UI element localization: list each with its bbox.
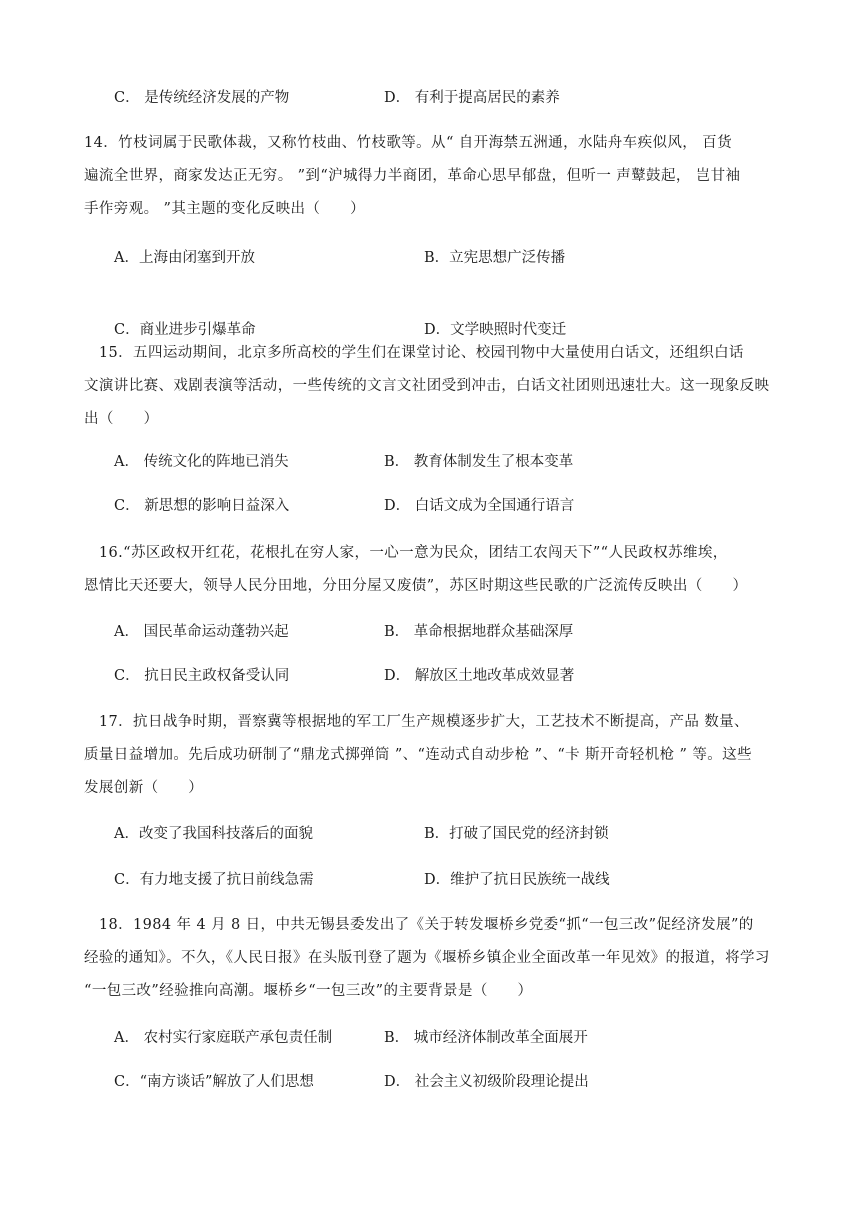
question-line: “一包三改”经验推向高潮。堰桥乡“一包三改”的主要背景是（ ） xyxy=(84,983,533,999)
answer-option: C．“南方谈话”解放了人们思想 xyxy=(114,1074,314,1090)
options-row xyxy=(114,822,774,846)
question-line: 文演讲比赛、戏剧表演等活动，一些传统的文言文社团受到冲击，白话文社团则迅速壮大。这一现象反映 xyxy=(84,378,770,394)
answer-option: D． 解放区土地改革成效显著 xyxy=(384,668,575,684)
answer-option: B．打破了国民党的经济封锁 xyxy=(424,826,609,842)
options-row xyxy=(114,1070,774,1094)
question-line: 遍流全世界，商家发达正无穷。 ”到“沪城得力半商团，革命心思早郁盘，但听一 声鼙鼓起， 岂甘袖 xyxy=(84,168,741,184)
answer-option: A．上海由闭塞到开放 xyxy=(114,250,255,266)
answer-option: B． 城市经济体制改革全面展开 xyxy=(384,1030,588,1046)
options-row xyxy=(114,450,774,474)
answer-option: B． 革命根据地群众基础深厚 xyxy=(384,624,574,640)
question-stem xyxy=(84,127,780,226)
question-stem xyxy=(84,909,780,1008)
question-line: 发展创新（ ） xyxy=(84,780,204,796)
answer-option: D． 有利于提高居民的素养 xyxy=(384,90,560,106)
answer-option: C．有力地支援了抗日前线急需 xyxy=(114,872,314,888)
answer-option: D． 白话文成为全国通行语言 xyxy=(384,498,575,514)
answer-option: A． 国民革命运动蓬勃兴起 xyxy=(114,624,289,640)
question-line: 手作旁观。 ”其主题的变化反映出（ ） xyxy=(84,201,366,217)
options-row xyxy=(114,494,774,518)
answer-option: B．立宪思想广泛传播 xyxy=(424,250,566,266)
question-line: 17．抗日战争时期，晋察冀等根据地的军工厂生产规模逐步扩大，工艺技术不断提高，产品 数量、 xyxy=(84,714,749,730)
question-stem xyxy=(84,337,780,436)
answer-option: D．文学映照时代变迁 xyxy=(424,322,567,338)
question-line: 18．1984 年 4 月 8 日，中共无锡县委发出了《关于转发堰桥乡党委“抓“一包三改”促经济发展”的 xyxy=(84,917,754,933)
question-stem xyxy=(84,537,780,603)
options-row xyxy=(114,620,774,644)
options-row xyxy=(114,1026,774,1050)
options-row xyxy=(114,246,774,270)
question-line: 经验的通知》。不久，《人民日报》在头版刊登了题为《堰桥乡镇企业全面改革一年见效》的报道，将学习 xyxy=(84,950,770,966)
question-line: 质量日益增加。先后成功研制了“鼎龙式掷弹筒 ”、“连动式自动步枪 ”、“卡 斯开奇轻机枪 ” 等。这些 xyxy=(84,747,752,763)
answer-option: C．商业进步引爆革命 xyxy=(114,322,256,338)
options-row xyxy=(114,664,774,688)
answer-option: A． 农村实行家庭联产承包责任制 xyxy=(114,1030,333,1046)
answer-option: D． 社会主义初级阶段理论提出 xyxy=(384,1074,589,1090)
answer-option: A．改变了我国科技落后的面貌 xyxy=(114,826,313,842)
answer-option: B． 教育体制发生了根本变革 xyxy=(384,454,574,470)
answer-option: C． 是传统经济发展的产物 xyxy=(114,90,290,106)
answer-option: D．维护了抗日民族统一战线 xyxy=(424,872,610,888)
options-row xyxy=(114,868,774,892)
question-line: 出（ ） xyxy=(84,411,159,427)
question-line: 恩情比天还要大，领导人民分田地，分田分屋又废债”，苏区时期这些民歌的广泛流传反映出（ ） xyxy=(84,578,748,594)
question-line: 16.“苏区政权开红花，花根扎在穷人家，一心一意为民众，团结工农闯天下”“人民政权苏维埃， xyxy=(84,545,728,561)
answer-option: A． 传统文化的阵地已消失 xyxy=(114,454,289,470)
question-line: 15．五四运动期间，北京多所高校的学生们在课堂讨论、校园刊物中大量使用白话文，还组织白话 xyxy=(84,345,744,361)
answer-option: C． 抗日民主政权备受认同 xyxy=(114,668,290,684)
options-row xyxy=(114,86,774,110)
answer-option: C． 新思想的影响日益深入 xyxy=(114,498,290,514)
question-stem xyxy=(84,706,780,805)
question-line: 14．竹枝词属于民歌体裁，又称竹枝曲、竹枝歌等。从“ 自开海禁五洲通，水陆舟车疾似风， 百货 xyxy=(84,135,732,151)
